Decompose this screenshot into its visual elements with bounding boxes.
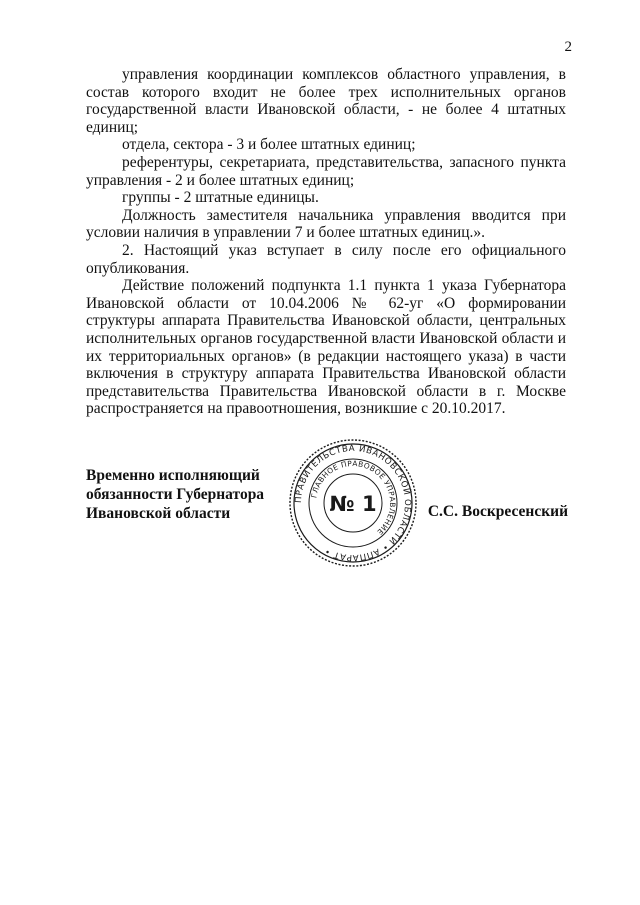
signature-position-line: Временно исполняющий [86, 467, 260, 484]
official-seal-stamp [288, 438, 418, 568]
paragraph: референтуры, секретариата, представительства, запасного пункта управления - 2 и более штатных единиц; [86, 153, 566, 189]
page-number: 2 [564, 39, 572, 55]
signature-position [86, 466, 264, 523]
signatory-name: С.С. Воскресенский [427, 503, 568, 520]
paragraph: отдела, сектора - 3 и более штатных единиц; [122, 136, 416, 154]
paragraph: 2. Настоящий указ вступает в силу после его официального опубликования. [86, 241, 566, 277]
paragraph: управления координации комплексов областного управления, в состав которого входит не более трех исполнительных органов государственной власти Ивановской области, - не более 4 штатных единиц; [86, 66, 566, 136]
paragraph: группы - 2 штатные единицы. [122, 189, 319, 207]
paragraph: Должность заместителя начальника управления вводится при условии наличия в управлении 7 и более штатных единиц.». [86, 206, 566, 242]
paragraph: Действие положений подпункта 1.1 пункта 1 указа Губернатора Ивановской области от 10.04.2006 № 62-уг «О формировании структуры аппарата Правительства Ивановской области, центральных исполнительных органов государственной власти Ивановской области и их территориальных органов» (в редакции настоящего указа) в части включения в структуру аппарата Правительства Ивановской области представительства Правительства Ивановской области в г. Москве распространяется на правоотношения, возникшие с 20.10.2017. [86, 277, 566, 418]
seal-ring-text: ПРАВИТЕЛЬСТВА ИВАНОВСКОЙ ОБЛАСТИ • АППАРАТ • [293, 443, 413, 563]
seal-number: № 1 [329, 492, 377, 516]
signature-position-line: Ивановской области [86, 505, 231, 522]
document-body [86, 66, 566, 418]
signature-position-line: обязанности Губернатора [86, 486, 265, 503]
seal-inner-text: ГЛАВНОЕ ПРАВОВОЕ УПРАВЛЕНИЕ [309, 458, 398, 537]
